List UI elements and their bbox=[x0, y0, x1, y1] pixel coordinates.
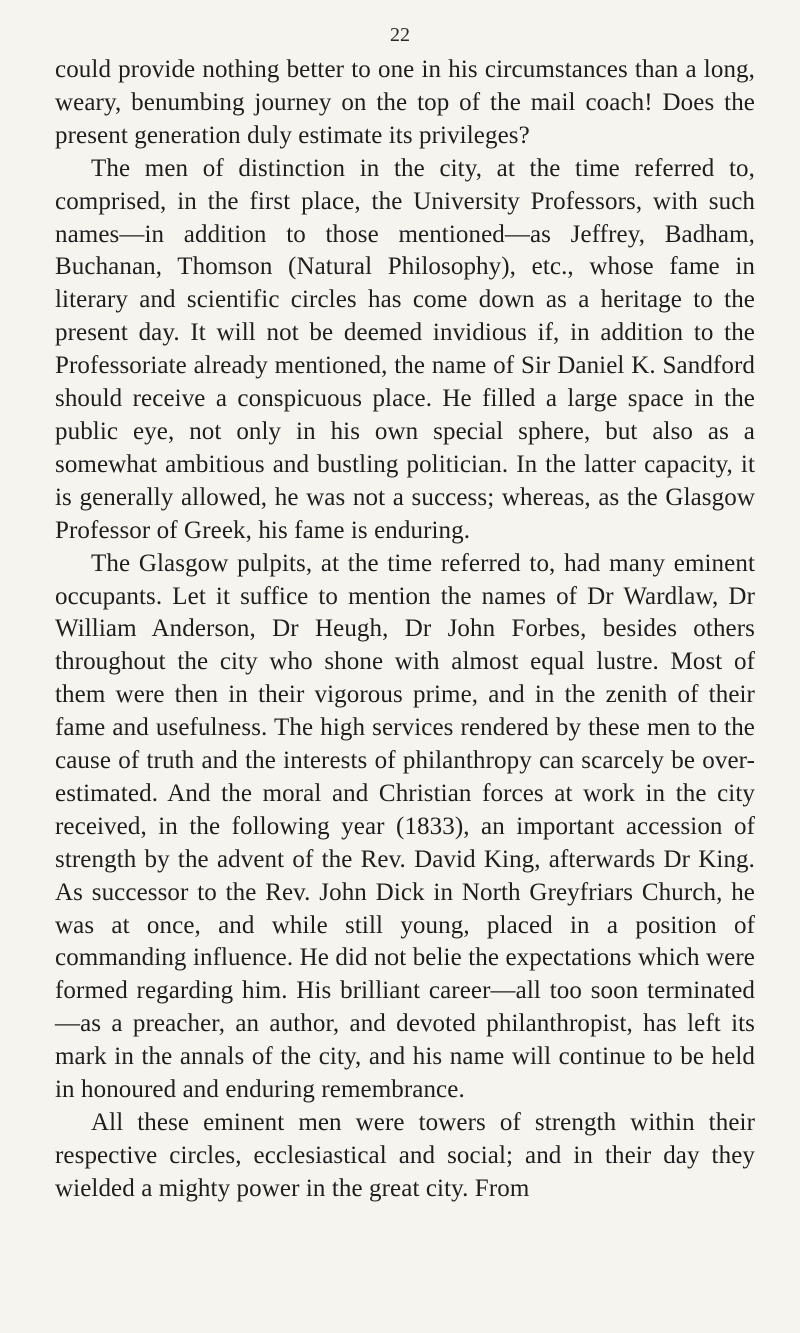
paragraph-4: All these eminent men were towers of strength within their respective circles, ecclesiastical and social; and in their day they wielded a mighty power in the great city. From bbox=[55, 1109, 755, 1202]
paragraph-3: The Glasgow pulpits, at the time referred to, had many eminent occupants. Let it suffice to mention the names of Dr Wardlaw, Dr William Anderson, Dr Heugh, Dr John Forbes, besides others throughout the city who shone with almost equal lustre. Most of them were then in their vigorous prime, and in the zenith of their fame and usefulness. The high services rendered by these men to the cause of truth and the interests of philanthropy can scarcely be over-estimated. And the moral and Christian forces at work in the city received, in the following year (1833), an important accession of strength by the advent of the Rev. David King, afterwards Dr King. As successor to the Rev. John Dick in North Greyfriars Church, he was at once, and while still young, placed in a position of commanding influence. He did not belie the expectations which were formed regarding him. His brilliant career—all too soon terminated—as a preacher, an author, and devoted philanthropist, has left its mark in the annals of the city, and his name will continue to be held in honoured and enduring remembrance. bbox=[55, 549, 755, 1104]
page-number: 22 bbox=[390, 24, 410, 46]
body-text bbox=[55, 54, 755, 1206]
paragraph-1: could provide nothing better to one in his circumstances than a long, weary, benumbing journey on the top of the mail coach! Does the present generation duly estimate its privileges? bbox=[55, 56, 755, 149]
paragraph-2: The men of distinction in the city, at the time referred to, comprised, in the first place, the University Professors, with such names—in addition to those mentioned—as Jeffrey, Badham, Buchanan, Thomson (Natural Philosophy), etc., whose fame in literary and scientific circles has come down as a heritage to the present day. It will not be deemed invidious if, in addition to the Professoriate already mentioned, the name of Sir Daniel K. Sandford should receive a conspicuous place. He filled a large space in the public eye, not only in his own special sphere, but also as a somewhat ambitious and bustling politician. In the latter capacity, it is generally allowed, he was not a success; whereas, as the Glasgow Professor of Greek, his fame is enduring. bbox=[55, 154, 755, 544]
